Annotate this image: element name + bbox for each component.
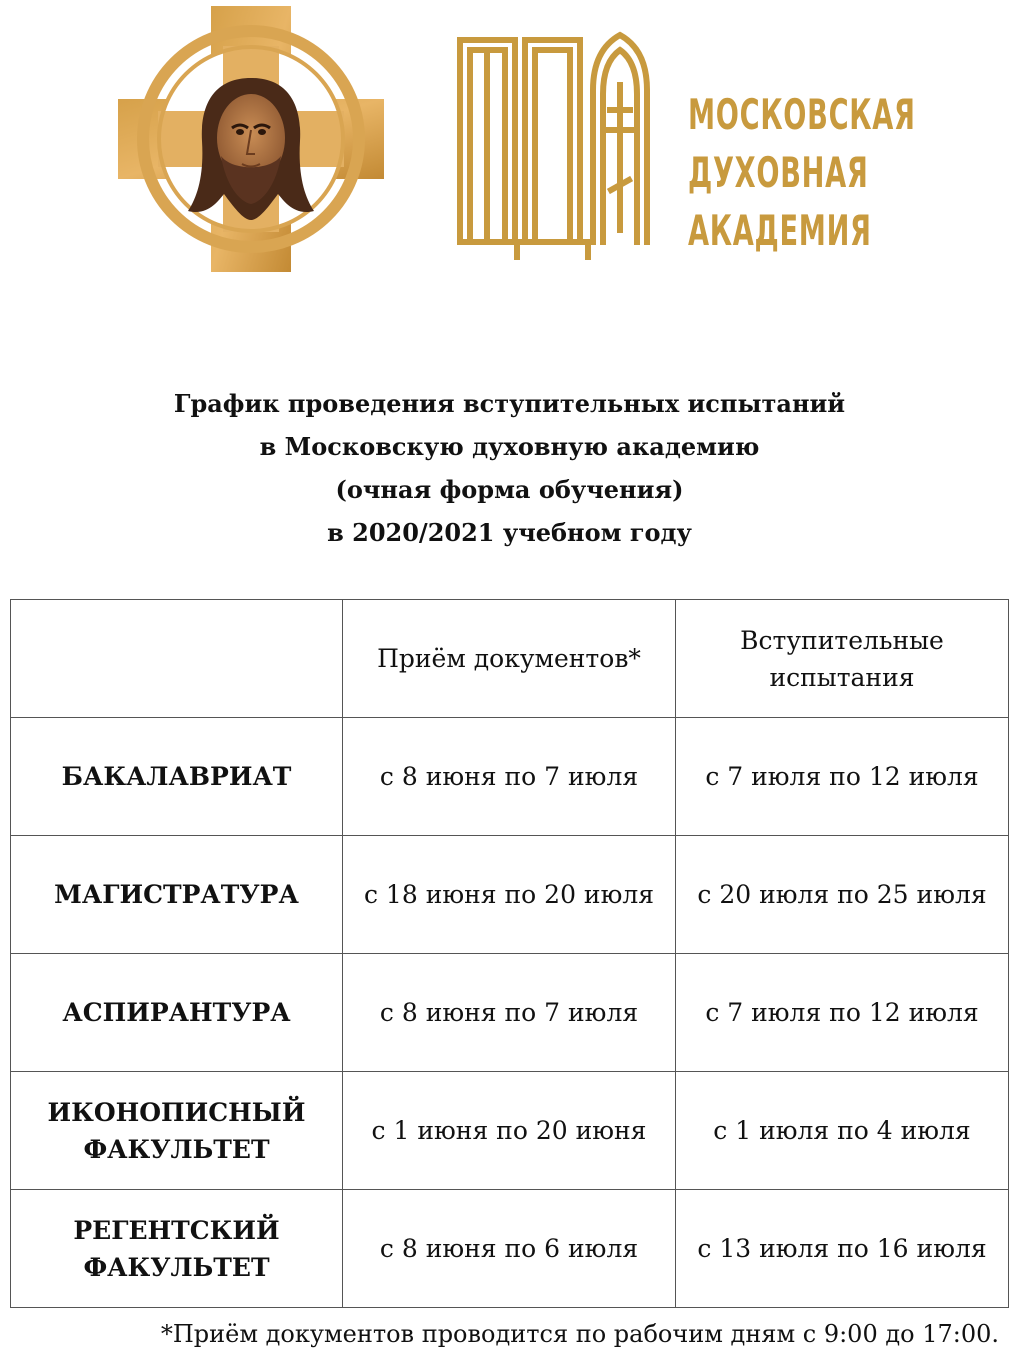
admission-schedule-table bbox=[10, 599, 1009, 1308]
page-title bbox=[0, 382, 1019, 554]
mda-monogram-icon bbox=[455, 30, 655, 260]
title-line-2: в Московскую духовную академию bbox=[259, 432, 760, 461]
program-name-line-1: ИКОНОПИСНЫЙ bbox=[47, 1097, 306, 1127]
program-name-line-1: РЕГЕНТСКИЙ bbox=[73, 1215, 280, 1245]
documents-cell: с 1 июня по 20 июня bbox=[343, 1072, 676, 1190]
program-cell bbox=[11, 954, 343, 1072]
documents-cell: с 8 июня по 6 июля bbox=[343, 1190, 676, 1308]
header-exams bbox=[676, 600, 1009, 718]
exams-cell: с 20 июля по 25 июля bbox=[676, 836, 1009, 954]
header-exams-line-2: испытания bbox=[769, 662, 915, 692]
academy-name-logo bbox=[688, 86, 916, 260]
program-cell bbox=[11, 718, 343, 836]
header-exams-line-1: Вступительные bbox=[740, 625, 944, 655]
table-row bbox=[11, 836, 1009, 954]
title-line-3: (очная форма обучения) bbox=[335, 475, 684, 504]
header-documents: Приём документов* bbox=[343, 600, 676, 718]
table-row bbox=[11, 1190, 1009, 1308]
program-name: МАГИСТРАТУРА bbox=[54, 880, 299, 909]
program-name-line-2: ФАКУЛЬТЕТ bbox=[83, 1252, 270, 1282]
table-row bbox=[11, 954, 1009, 1072]
exams-cell: с 1 июля по 4 июля bbox=[676, 1072, 1009, 1190]
exams-cell: с 7 июля по 12 июля bbox=[676, 954, 1009, 1072]
logo-line-2: ДУХОВНАЯ bbox=[688, 148, 869, 197]
program-name: БАКАЛАВРИАТ bbox=[61, 762, 292, 791]
exams-cell: с 7 июля по 12 июля bbox=[676, 718, 1009, 836]
documents-cell: с 8 июня по 7 июля bbox=[343, 954, 676, 1072]
program-cell bbox=[11, 836, 343, 954]
documents-cell: с 8 июня по 7 июля bbox=[343, 718, 676, 836]
program-cell bbox=[11, 1190, 343, 1308]
program-name-line-2: ФАКУЛЬТЕТ bbox=[83, 1134, 270, 1164]
footnote: *Приём документов проводится по рабочим дням с 9:00 до 17:00. bbox=[160, 1320, 999, 1348]
logo-line-3: АКАДЕМИЯ bbox=[688, 206, 872, 255]
exams-cell: с 13 июля по 16 июля bbox=[676, 1190, 1009, 1308]
documents-cell: с 18 июня по 20 июля bbox=[343, 836, 676, 954]
program-name: АСПИРАНТУРА bbox=[62, 998, 291, 1027]
table-row bbox=[11, 718, 1009, 836]
header-empty-cell bbox=[11, 600, 343, 718]
table-header-row bbox=[11, 600, 1009, 718]
logo-line-1: МОСКОВСКАЯ bbox=[688, 90, 916, 139]
table-row bbox=[11, 1072, 1009, 1190]
title-line-1: График проведения вступительных испытаний bbox=[173, 389, 846, 418]
program-cell bbox=[11, 1072, 343, 1190]
title-line-4: в 2020/2021 учебном году bbox=[327, 518, 692, 547]
cross-with-icon-of-christ-icon bbox=[118, 6, 384, 272]
